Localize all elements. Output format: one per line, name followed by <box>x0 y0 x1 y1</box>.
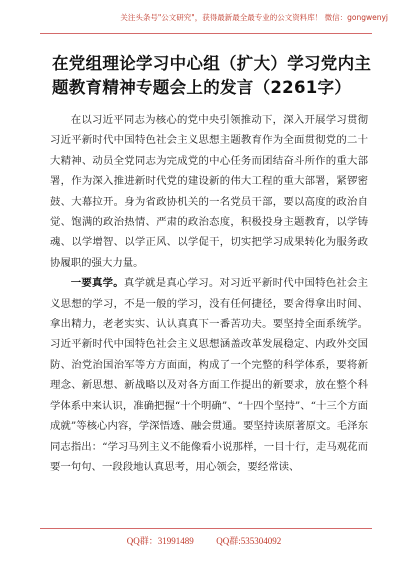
document-body <box>50 110 368 477</box>
page-header <box>0 0 408 36</box>
paragraph-2-lead: 一要真学。 <box>70 277 124 290</box>
paragraph-2-text: 真学就是真心学习。对习近平新时代中国特色社会主义思想的学习，不是一般的学习，没有任何捷径，要舍得拿出时间、拿出精力，老老实实、认认真真下一番苦功夫。要坚持全面系统学。习近平新时代中国特色社会主义思想涵盖改革发展稳定、内政外交国防、治党治国治军等方方面面，构成了一个完整的科学体系，要将新理念、新思想、新战略以及对各方面工作提出的新要求，放在整个科学体系中来认识，准确把握“十个明确”、“十四个坚持”、“十三个方面成就”等核心内容，学深悟透、融会贯通。要坚持读原著原文。毛泽东同志指出：“学习马列主义不能像看小说那样，一目十行，走马观花而要一句句、一段段地认真思考，用心领会，要经常读、 <box>50 277 369 473</box>
header-notice: 关注头条号"公文研究"，获得最新最全最专业的公文资料库！ 微信：gongwenyj <box>120 13 388 22</box>
header-divider <box>40 33 372 34</box>
footer-divider <box>40 528 372 529</box>
page-footer <box>0 528 408 558</box>
body-paragraph-2 <box>50 273 368 477</box>
document-title: 在党组理论学习中心组（扩大）学习党内主题教育精神专题会上的发言（2261字） <box>52 54 372 97</box>
footer-contact: QQ群：31991489 QQ群:535304092 <box>126 536 282 546</box>
body-paragraph-1: 在以习近平同志为核心的党中央引领推动下，深入开展学习贯彻习近平新时代中国特色社会主义思想主题教育作为全面贯彻党的二十大精神、动员全党同志为完成党的中心任务而团结奋斗所作的重大部署，作为深入推进新时代党的建设新的伟大工程的重大部署，紧锣密鼓、大幕拉开。身为省政协机关的一名党员干部，要以高度的政治自觉、饱满的政治热情、严肃的政治态度，积极投身主题教育，以学铸魂、以学增智、以学正风、以学促干，切实把学习成果转化为服务政协履职的强大力量。 <box>50 114 368 269</box>
